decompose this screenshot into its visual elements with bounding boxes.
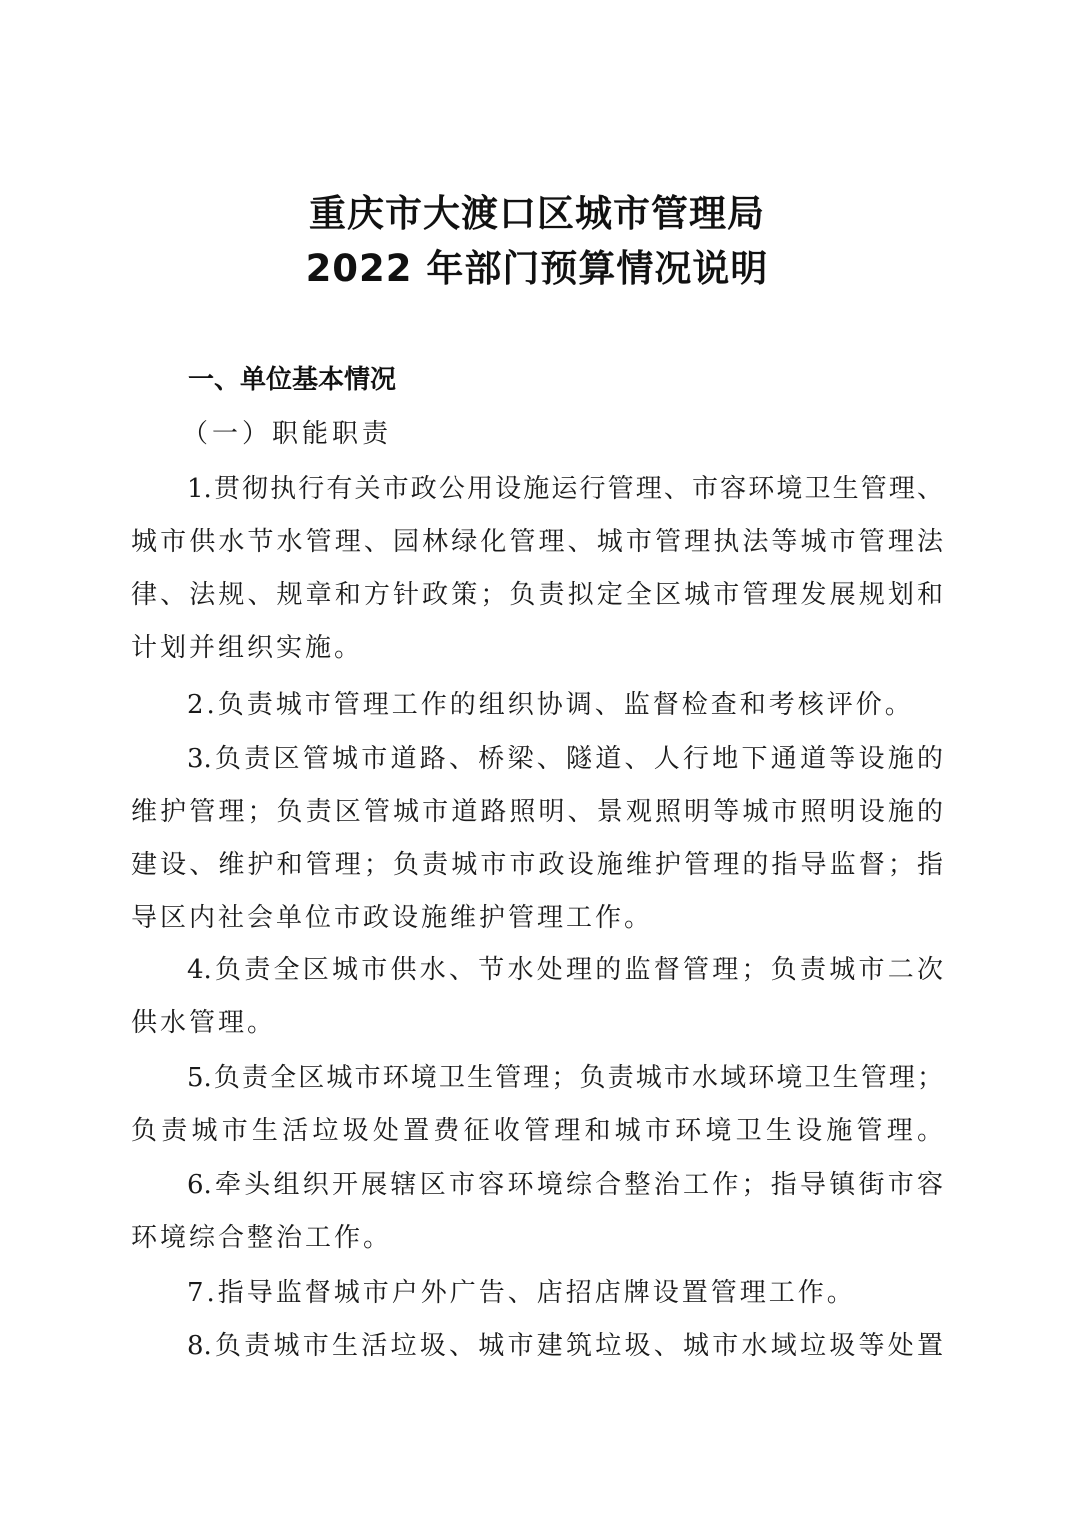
paragraph-line: 负责城市生活垃圾处置费征收管理和城市环境卫生设施管理。 bbox=[131, 1116, 943, 1146]
paragraph-line: 6.牵头组织开展辖区市容环境综合整治工作；指导镇街市容 bbox=[187, 1170, 943, 1200]
paragraph-line: 1.贯彻执行有关市政公用设施运行管理、市容环境卫生管理、 bbox=[187, 474, 943, 504]
paragraph-line: 导区内社会单位市政设施维护管理工作。 bbox=[131, 903, 654, 933]
paragraph-line: 环境综合整治工作。 bbox=[131, 1223, 393, 1253]
paragraph-line: 城市供水节水管理、园林绿化管理、城市管理执法等城市管理法 bbox=[131, 527, 943, 557]
paragraph-6 bbox=[131, 1159, 943, 1265]
document-title-line-2: 2022 年部门预算情况说明 bbox=[305, 247, 769, 290]
paragraph-line: 计划并组织实施。 bbox=[131, 633, 364, 663]
paragraph-1 bbox=[131, 463, 943, 675]
paragraph-2 bbox=[131, 679, 943, 732]
paragraph-7 bbox=[131, 1267, 943, 1320]
paragraph-line: 3.负责区管城市道路、桥梁、隧道、人行地下通道等设施的 bbox=[187, 744, 943, 774]
paragraph-line: 7.指导监督城市户外广告、店招店牌设置管理工作。 bbox=[187, 1278, 856, 1308]
paragraph-line: 8.负责城市生活垃圾、城市建筑垃圾、城市水域垃圾等处置 bbox=[187, 1331, 943, 1361]
document-title-line-1: 重庆市大渡口区城市管理局 bbox=[309, 192, 765, 235]
paragraph-line: 2.负责城市管理工作的组织协调、监督检查和考核评价。 bbox=[187, 690, 914, 720]
paragraph-line: 律、法规、规章和方针政策；负责拟定全区城市管理发展规划和 bbox=[131, 580, 943, 610]
paragraph-line: 5.负责全区城市环境卫生管理；负责城市水域环境卫生管理； bbox=[187, 1063, 943, 1093]
section-heading-basic-info: 一、单位基本情况 bbox=[188, 365, 397, 395]
paragraph-line: 供水管理。 bbox=[131, 1008, 277, 1038]
paragraph-line: 4.负责全区城市供水、节水处理的监督管理；负责城市二次 bbox=[187, 955, 943, 985]
paragraph-5 bbox=[131, 1052, 943, 1158]
paragraph-8 bbox=[131, 1320, 943, 1373]
paragraph-3 bbox=[131, 733, 943, 945]
subsection-heading-duties: （一）职能职责 bbox=[182, 419, 393, 449]
paragraph-line: 建设、维护和管理；负责城市市政设施维护管理的指导监督；指 bbox=[131, 850, 943, 880]
paragraph-4 bbox=[131, 944, 943, 1050]
paragraph-line: 维护管理；负责区管城市道路照明、景观照明等城市照明设施的 bbox=[131, 797, 943, 827]
